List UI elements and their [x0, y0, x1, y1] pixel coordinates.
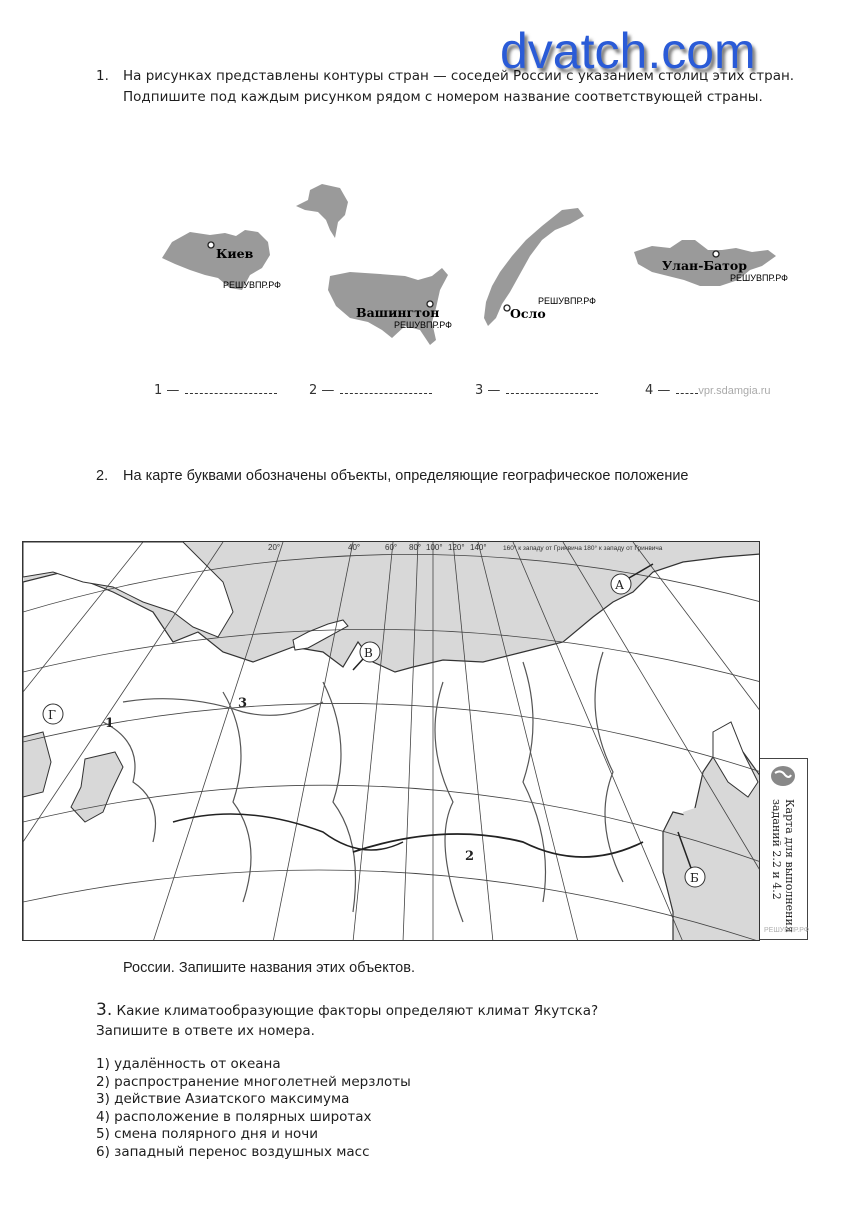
source-watermark: vpr.sdamgia.ru	[698, 385, 771, 397]
answer-1-blank[interactable]	[185, 384, 277, 394]
question-1-number: 1.	[96, 68, 109, 84]
option-5: 5) смена полярного дня и ночи	[96, 1126, 319, 1142]
question-2-end: России. Запишите названия этих объектов.	[123, 960, 415, 976]
capital-oslo: Осло	[510, 306, 546, 321]
marker-1: 1	[105, 716, 115, 731]
degree-40: 40°	[348, 543, 361, 552]
russia-map	[22, 541, 760, 941]
map-legend	[760, 758, 808, 940]
usa-watermark: РЕШУВПР.РФ	[394, 320, 452, 330]
option-2: 2) распространение многолетней мерзлоты	[96, 1073, 411, 1090]
degree-80: 80°	[409, 543, 422, 552]
ukraine-watermark: РЕШУВПР.РФ	[223, 280, 281, 290]
question-1-text: На рисунках представлены контуры стран — соседей России с указанием столиц этих стран. Подпишите под каждым рисунком рядом с номером название соответствующей страны.	[123, 68, 795, 105]
question-3-text2: Запишите в ответе их номера.	[96, 1023, 315, 1039]
legend-line-1: Карта для выполнения	[783, 799, 796, 933]
answer-1[interactable]	[154, 383, 277, 398]
question-3-text: Какие климатообразующие факторы определяют климат Якутска?	[116, 1003, 599, 1019]
question-3-number: 3.	[96, 1000, 113, 1020]
mongolia-watermark: РЕШУВПР.РФ	[730, 273, 788, 283]
legend-watermark: РЕШУВПР.РФ	[764, 927, 810, 934]
question-2-text: На карте буквами обозначены объекты, определяющие географическое положение	[123, 468, 689, 484]
marker-3: 3	[238, 696, 248, 711]
legend-caption	[770, 799, 796, 933]
marker-a: А	[615, 578, 625, 592]
ulaanbaatar-dot	[713, 251, 719, 257]
question-3	[96, 1000, 598, 1041]
answer-4[interactable]	[645, 383, 771, 398]
option-3: 3) действие Азиатского максимума	[96, 1091, 350, 1107]
legend-line-2: заданий 2.2 и 4.2	[770, 799, 783, 900]
marker-v: В	[364, 646, 373, 660]
answer-1-label: 1 —	[154, 383, 180, 398]
capital-ulaanbaatar: Улан-Батор	[662, 258, 747, 273]
degree-100: 100°	[426, 543, 443, 552]
country-outlines	[150, 180, 800, 360]
question-2-number: 2.	[96, 468, 109, 484]
alaska-outline	[296, 184, 348, 238]
answer-4-label: 4 —	[645, 383, 671, 398]
globe-icon	[769, 765, 797, 787]
marker-b: Б	[690, 871, 699, 885]
site-watermark: dvatch.com	[500, 23, 756, 79]
option-4: 4) расположение в полярных широтах	[96, 1108, 372, 1125]
answer-3[interactable]	[475, 383, 598, 398]
answer-2[interactable]	[309, 383, 432, 398]
land-novaya-zemlya	[293, 620, 348, 650]
answer-4-blank[interactable]	[676, 384, 698, 394]
option-6: 6) западный перенос воздушных масс	[96, 1143, 370, 1160]
answer-2-blank[interactable]	[340, 384, 432, 394]
degree-20: 20°	[268, 543, 281, 552]
degree-60: 60°	[385, 543, 398, 552]
answer-2-label: 2 —	[309, 383, 335, 398]
option-1: 1) удалённость от океана	[96, 1056, 281, 1072]
map-drawing	[23, 542, 760, 941]
degree-160-180: 160° к западу от Гринвича 180° к западу от Гринвича	[503, 545, 663, 552]
norway-watermark: РЕШУВПР.РФ	[538, 296, 596, 306]
capital-washington: Вашингтон	[356, 305, 440, 320]
question-3-options	[96, 1056, 411, 1161]
capital-kiev: Киев	[216, 246, 254, 261]
answer-3-label: 3 —	[475, 383, 501, 398]
marker-2: 2	[465, 849, 475, 864]
question-2	[96, 468, 689, 484]
answer-3-blank[interactable]	[506, 384, 598, 394]
degree-120: 120°	[448, 543, 465, 552]
degree-140: 140°	[470, 543, 487, 552]
kiev-dot	[208, 242, 214, 248]
marker-g: Г	[48, 708, 56, 722]
